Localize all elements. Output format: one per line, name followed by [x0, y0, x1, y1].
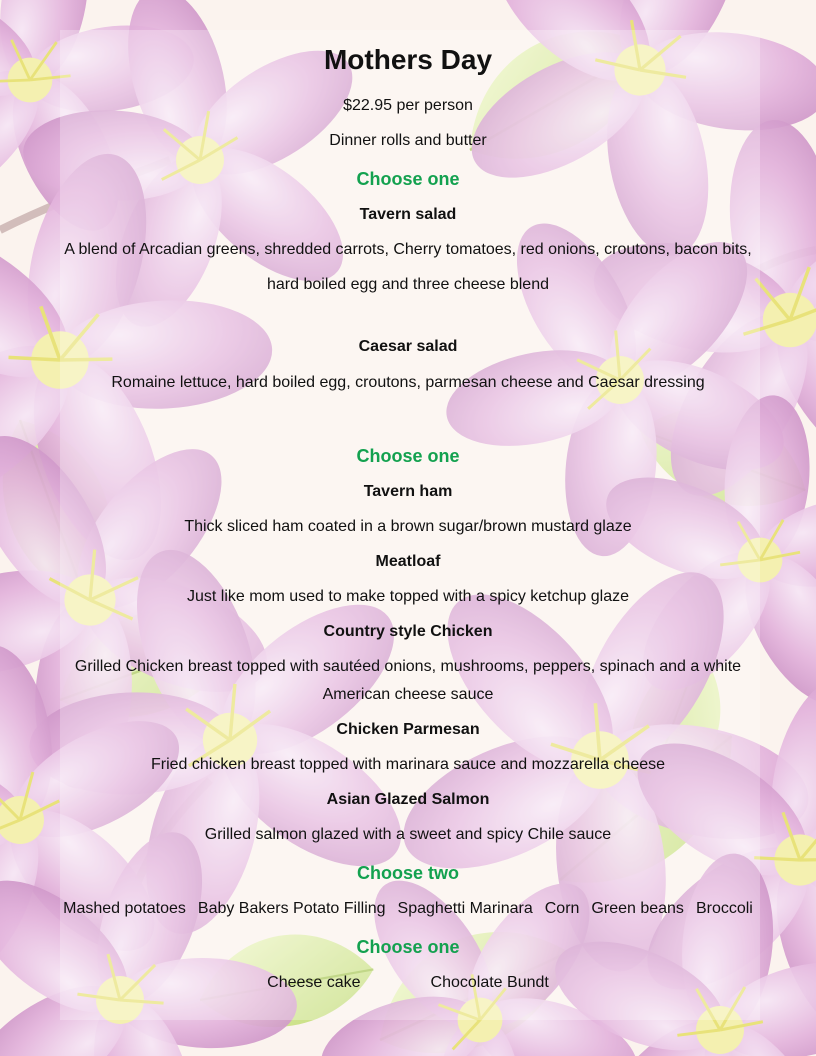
side-item: Spaghetti Marinara — [397, 900, 533, 917]
entree-item-desc: Just like mom used to make topped with a spicy ketchup glaze — [187, 588, 629, 605]
price-text: $22.95 per person — [343, 97, 473, 114]
entree-item-desc: Fried chicken breast topped with marinara sauce and mozzarella cheese — [150, 756, 666, 773]
sides-list — [0, 900, 816, 918]
side-item: Broccoli — [695, 900, 753, 917]
bread-text: Dinner rolls and butter — [329, 132, 487, 149]
salad-choose-label: Choose one — [356, 169, 460, 189]
entree-item-desc: Grilled salmon glazed with a sweet and spicy Chile sauce — [204, 826, 612, 843]
salad-item-name: Tavern salad — [359, 206, 457, 223]
entree-choose-label: Choose one — [356, 446, 460, 466]
side-item: Corn — [544, 900, 580, 917]
salad-item-desc: Romaine lettuce, hard boiled egg, croutons, parmesan cheese and Caesar dressing — [111, 374, 705, 391]
dessert-list — [0, 974, 816, 992]
salad-item-name: Caesar salad — [358, 338, 458, 355]
salad-item-desc: A blend of Arcadian greens, shredded carrots, Cherry tomatoes, red onions, croutons, bacon bits, — [64, 241, 752, 258]
salad-item-desc: hard boiled egg and three cheese blend — [267, 276, 549, 293]
side-item: Mashed potatoes — [63, 900, 186, 917]
menu-title: Mothers Day — [323, 44, 493, 75]
entree-item-desc: American cheese sauce — [322, 686, 494, 703]
side-item: Green beans — [591, 900, 684, 917]
dessert-choose-label: Choose one — [356, 937, 460, 957]
entree-item-name: Chicken Parmesan — [336, 721, 480, 738]
side-item: Baby Bakers Potato Filling — [197, 900, 386, 917]
dessert-item: Cheese cake — [267, 974, 361, 991]
entree-item-name: Tavern ham — [363, 483, 453, 500]
dessert-item: Chocolate Bundt — [430, 974, 549, 991]
entree-item-desc: Grilled Chicken breast topped with sautéed onions, mushrooms, peppers, spinach and a white — [74, 658, 742, 675]
sides-choose-label: Choose two — [357, 863, 459, 883]
entree-item-desc: Thick sliced ham coated in a brown sugar/brown mustard glaze — [184, 518, 632, 535]
entree-item-name: Country style Chicken — [323, 623, 493, 640]
entree-item-name: Meatloaf — [375, 553, 441, 570]
entree-item-name: Asian Glazed Salmon — [326, 791, 490, 808]
